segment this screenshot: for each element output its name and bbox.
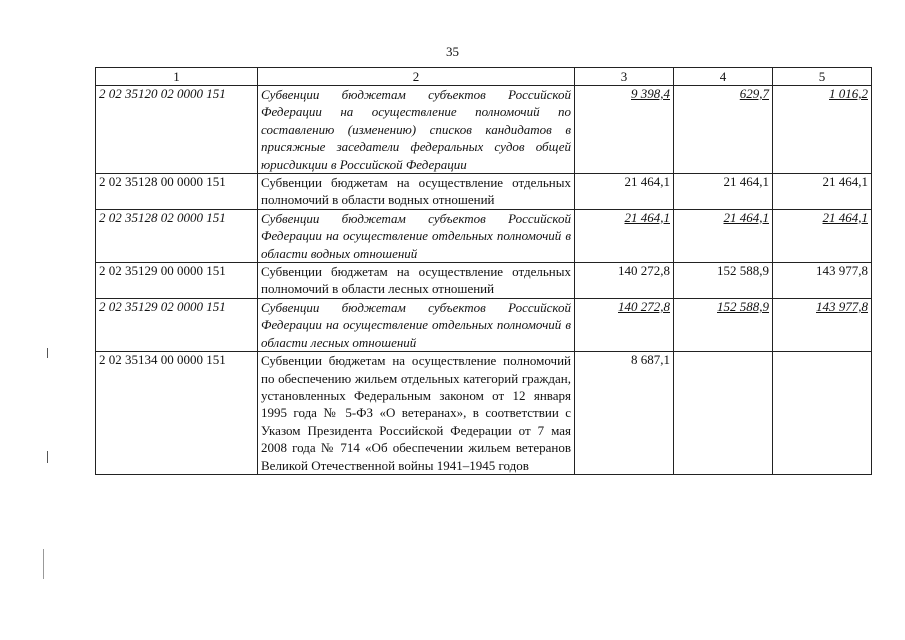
description-cell: Субвенции бюджетам на осуществление отдельных полномочий в области лесных отношений	[258, 263, 575, 299]
amount-col4-cell	[674, 209, 773, 262]
amount-col3-value: 21 464,1	[624, 174, 670, 190]
amount-col4-value: 152 588,9	[717, 298, 769, 314]
amount-col3-value: 8 687,1	[631, 352, 670, 368]
budget-code-cell: 2 02 35129 00 0000 151	[96, 263, 258, 299]
column-header-2: 2	[258, 68, 575, 86]
amount-col5-value: 143 977,8	[816, 263, 868, 279]
amount-col3-cell	[575, 209, 674, 262]
amount-col5-value: 21 464,1	[822, 174, 868, 190]
amount-col3-cell	[575, 352, 674, 475]
budget-code-cell: 2 02 35128 02 0000 151	[96, 209, 258, 262]
amount-col3-value: 9 398,4	[631, 86, 670, 101]
scan-artifact	[47, 348, 48, 358]
budget-code-cell: 2 02 35134 00 0000 151	[96, 352, 258, 475]
amount-col3-cell	[575, 86, 674, 174]
amount-col5-cell	[773, 86, 872, 174]
budget-code-cell: 2 02 35128 00 0000 151	[96, 174, 258, 210]
amount-col3-value: 140 272,8	[618, 298, 670, 314]
amount-col4-cell	[674, 352, 773, 475]
budget-code-cell: 2 02 35120 02 0000 151	[96, 86, 258, 174]
column-header-5: 5	[773, 68, 872, 86]
amount-col3-value: 140 272,8	[618, 263, 670, 279]
amount-col4-value: 152 588,9	[717, 263, 769, 279]
table-row	[96, 298, 872, 351]
amount-col4-cell	[674, 298, 773, 351]
table-row	[96, 209, 872, 262]
amount-col3-cell	[575, 298, 674, 351]
amount-col4-value: 21 464,1	[723, 174, 769, 190]
amount-col5-cell	[773, 263, 872, 299]
amount-col4-value: 21 464,1	[723, 209, 769, 225]
column-header-1: 1	[96, 68, 258, 86]
amount-col5-value: 21 464,1	[822, 209, 868, 225]
description-cell: Субвенции бюджетам субъектов Российской Федерации на осуществление полномочий по составлению (изменению) списков кандидатов в присяжные заседатели федеральных судов общей юрисдикции в Российской Федерации	[258, 86, 575, 174]
description-cell: Субвенции бюджетам на осуществление полномочий по обеспечению жильем отдельных категорий граждан, установленных Федеральным законом от 12 января 1995 года № 5-ФЗ «О ветеранах», в соответствии с Указом Президента Российской Федерации от 7 мая 2008 года № 714 «Об обеспечении жильем ветеранов Великой Отечественной войны 1941–1945 годов	[258, 352, 575, 475]
budget-code-cell: 2 02 35129 02 0000 151	[96, 298, 258, 351]
amount-col5-value: 143 977,8	[816, 298, 868, 314]
scan-artifact	[47, 451, 48, 463]
amount-col5-cell	[773, 298, 872, 351]
amount-col3-value: 21 464,1	[624, 209, 670, 225]
column-header-4: 4	[674, 68, 773, 86]
table-row	[96, 174, 872, 210]
amount-col4-cell	[674, 86, 773, 174]
budget-table	[95, 67, 872, 475]
amount-col5-value: 1 016,2	[829, 86, 868, 101]
table-header-row	[96, 68, 872, 86]
amount-col3-cell	[575, 263, 674, 299]
column-header-3: 3	[575, 68, 674, 86]
description-cell: Субвенции бюджетам на осуществление отдельных полномочий в области водных отношений	[258, 174, 575, 210]
amount-col5-cell	[773, 174, 872, 210]
amount-col4-value: 629,7	[739, 86, 769, 101]
amount-col4-cell	[674, 174, 773, 210]
scan-artifact	[43, 549, 44, 579]
page-number: 35	[446, 44, 459, 59]
description-cell: Субвенции бюджетам субъектов Российской Федерации на осуществление отдельных полномочий в области водных отношений	[258, 209, 575, 262]
table-row	[96, 263, 872, 299]
description-cell: Субвенции бюджетам субъектов Российской Федерации на осуществление отдельных полномочий в области лесных отношений	[258, 298, 575, 351]
amount-col5-cell	[773, 209, 872, 262]
amount-col4-cell	[674, 263, 773, 299]
table-row	[96, 86, 872, 174]
amount-col5-cell	[773, 352, 872, 475]
table-row	[96, 352, 872, 475]
amount-col3-cell	[575, 174, 674, 210]
